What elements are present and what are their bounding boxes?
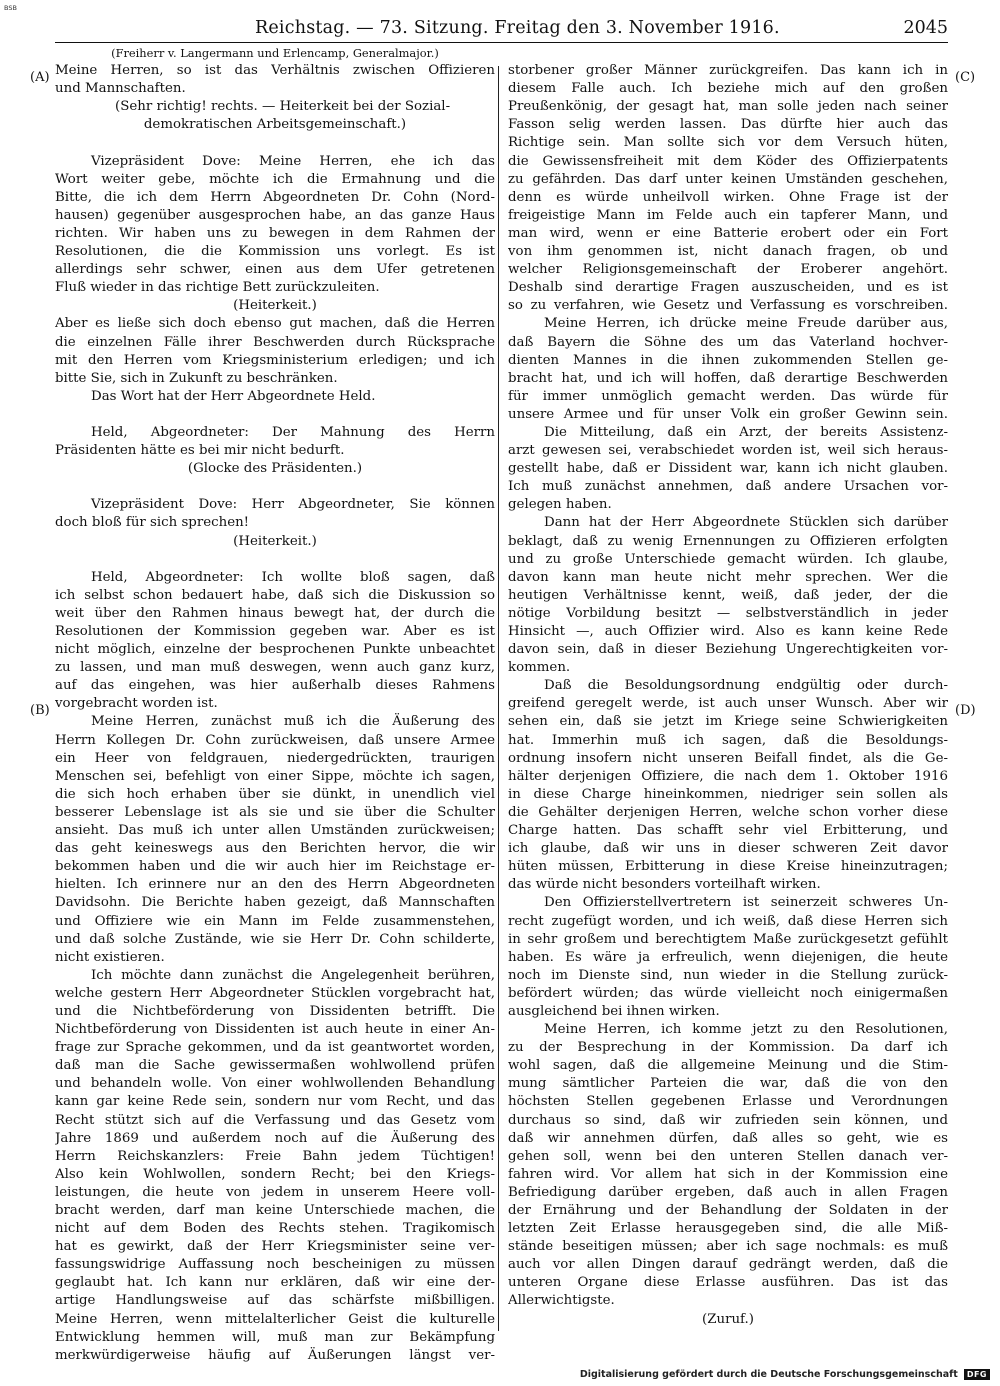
margin-marker-c: (C)	[955, 70, 976, 85]
text-line: Herrn Kollegen Dr. Cohn zurückweisen, daß unsere Armee	[55, 732, 495, 748]
margin-marker-a: (A)	[30, 70, 50, 85]
text-line: so zu verfahren, wie Gesetz und Verfassung es vorschreiben.	[508, 298, 948, 314]
text-line: Held, Abgeordneter: Ich wollte bloß sagen, daß	[91, 569, 495, 585]
text-line	[55, 406, 495, 424]
text-line: vorgebracht worden ist.	[55, 696, 218, 712]
text-line: daß Bayern die Söhne des um das Vaterland hochver-	[508, 334, 948, 350]
text-line: die Gewissensfreiheit mit dem Köder des Offizierpatents	[508, 153, 948, 169]
text-line: und behandeln wolle. Von einer wohlwollenden Behandlung	[55, 1076, 495, 1092]
text-line: letzten Zeit Erlasse herausgegeben sind, die alle Miß-	[508, 1221, 948, 1237]
text-line: richten. Wir haben uns zu bewegen in dem Rahmen der	[55, 225, 495, 241]
library-stamp: BSB	[4, 4, 17, 12]
text-line: Vizepräsident Dove: Meine Herren, ehe ich das	[91, 153, 495, 169]
text-line: ordnung insofern nicht unseren Beifall findet, als die Ge-	[508, 750, 948, 766]
text-line: welcher Religionsgemeinschaft der Eroberer angehört.	[508, 262, 948, 278]
text-line: Fasson selig werden lassen. Das dürfte hier auch das	[508, 117, 948, 133]
margin-marker-b: (B)	[30, 703, 50, 718]
text-line: die einzelnen Fälle ihrer Beschwerden durch Rücksprache	[55, 334, 495, 350]
text-line: Meine Herren, wenn mittelalterlicher Geist die kulturelle	[55, 1311, 495, 1327]
text-line: ich glaube, daß wir uns in dieser schweren Zeit davor	[508, 841, 948, 857]
text-line: Menschen sei, befehligt von einer Sippe, möchte ich sagen,	[55, 768, 495, 784]
text-line: kommen.	[508, 660, 571, 676]
text-line: davon kann man heute nicht mehr sprechen. Wer die	[508, 569, 948, 585]
text-line: befördert würden; das würde vielleicht noch einigermaßen	[508, 985, 948, 1001]
margin-marker-d: (D)	[955, 703, 976, 718]
text-line: Den Offizierstellvertretern ist seinerzeit schweres Un-	[544, 895, 948, 911]
text-line: fassungswidrige Auffassung noch bescheinigen zu müssen	[55, 1257, 495, 1273]
text-line: zu der Besprechung in der Kommission. Da darf ich	[508, 1040, 948, 1056]
text-line: (Freiherr v. Langermann und Erlencamp, Generalmajor.)	[111, 46, 439, 60]
text-line: Meine Herren, zunächst muß ich die Äußerung des	[91, 714, 495, 730]
text-line: Bitte, die ich dem Herrn Abgeordneten Dr. Cohn (Nord-	[55, 189, 495, 205]
text-line: ausgleichend bei ihnen wirken.	[508, 1003, 720, 1019]
text-line: demokratischen Arbeitsgemeinschaft.)	[143, 117, 407, 133]
text-line: durchaus so sind, daß wir zufrieden sein können, und	[508, 1112, 948, 1128]
text-line: nicht existieren.	[55, 949, 165, 965]
text-line: daß wir annehmen dürfen, daß alles so geht, wie es	[508, 1130, 948, 1146]
text-line: das geht keineswegs aus den Berichten hervor, die wir	[55, 841, 495, 857]
text-line: Das Wort hat der Herr Abgeordnete Held.	[91, 388, 376, 404]
text-line: unsere Armee und für unser Volk ein großer Gewinn sein.	[508, 406, 948, 422]
text-line: ich selbst schon bedauert habe, daß sich die Diskussion so	[55, 587, 495, 603]
text-line: Held, Abgeordneter: Der Mahnung des Herrn	[91, 424, 495, 440]
text-line: Richtige sein. Man sollte sich vor dem Versuch hüten,	[508, 135, 948, 151]
text-line: (Glocke des Präsidenten.)	[187, 461, 363, 477]
text-line: arzt gewesen sei, verabschiedet worden ist, weil sich heraus-	[508, 443, 948, 459]
text-line: wohl sagen, daß die allgemeine Meinung und die Stim-	[508, 1058, 948, 1074]
text-line: auf das eingehen, was hier außerhalb dieses Rahmens	[55, 678, 495, 694]
text-line	[55, 134, 495, 152]
text-line: Nichtbeförderung von Dissidenten ist auch heute in einer An-	[55, 1022, 495, 1038]
text-line: Hinsicht —, auch Offizier wird. Also es kann keine Rede	[508, 624, 948, 639]
text-line: höchsten Stellen gegebenen Erlasse und Verordnungen	[508, 1094, 948, 1110]
text-line: artige Handlungsweise auf das schärfste mißbilligen.	[55, 1293, 495, 1309]
text-line: man wird, wenn er eine Batterie erobert oder ein Fort	[508, 225, 948, 241]
text-line: (Sehr richtig! rechts. — Heiterkeit bei der Sozial-	[115, 99, 451, 115]
text-line: greifend geregelt werde, ist auch unser Wunsch. Aber wir	[508, 696, 948, 712]
text-line: mit den Herren vom Kriegsministerium erledigen; und ich	[55, 352, 495, 368]
text-line: von ihm genommen ist, nicht danach fragen, ob und	[508, 244, 948, 260]
text-line: daß man die Sache gewissermaßen wohlwollend prüfen	[55, 1058, 495, 1074]
text-line: kann gar keine Rede sein, sondern nur vom Recht, und das	[55, 1094, 495, 1110]
text-line: gehen soll, wenn bei den unteren Stellen danach ver-	[508, 1148, 948, 1164]
text-line: Ich muß zunächst annehmen, daß andere Ursachen vor-	[508, 479, 948, 495]
text-line: in sehr großem und berechtigtem Maße zurückgesetzt gefühlt	[508, 931, 948, 947]
text-line: Fluß wieder in das richtige Bett zurückzuleiten.	[55, 280, 380, 296]
text-line: Präsidenten hätte es bei mir nicht bedurft.	[55, 443, 345, 459]
text-line: und daß solche Zustände, wie sie Herr Dr. Cohn schilderte,	[55, 931, 495, 947]
text-line	[508, 44, 948, 62]
text-line: Also kein Wohlwollen, sondern Recht; bei den Kriegs-	[55, 1166, 495, 1182]
left-text-column	[55, 44, 495, 1365]
text-line: Dann hat der Herr Abgeordnete Stücklen sich darüber	[544, 515, 948, 531]
text-line: Wort weiter gebe, möchte ich die Ermahnung und die	[55, 171, 495, 187]
text-line: Vizepräsident Dove: Herr Abgeordneter, Sie können	[91, 497, 495, 513]
text-line: recht zugefügt worden, und ich weiß, daß diese Herren sich	[508, 913, 948, 929]
text-line: freigeistige Mann im Felde auch ein tapferer Mann, und	[508, 207, 948, 223]
text-line: noch im Dienste sind, nun wieder in die Stellung zurück-	[508, 967, 948, 983]
text-line: der Ernährung und der Behandlung der Soldaten in der	[508, 1203, 948, 1218]
text-line: dienten Mannes in die ihnen zukommenden Stellen ge-	[508, 352, 948, 368]
page-title: Reichstag. — 73. Sitzung. Freitag den 3. November 1916.	[255, 18, 780, 38]
text-line: ein Heer von feldgrauen, niedergedrückten, traurigen	[55, 750, 495, 766]
column-divider	[498, 66, 499, 1331]
text-line: stände beseitigen müssen; aber ich sage nochmals: es muß	[508, 1239, 948, 1255]
text-line: allerdings sehr schwer, einen aus dem Ufer getretenen	[55, 262, 495, 278]
text-line: zu gefährden. Das darf unter keinen Umständen geschehen,	[508, 171, 948, 187]
text-line: das würde nicht besonders vorteilhaft wirken.	[508, 877, 821, 893]
text-line: und zu große Unterschiede gemacht würden. Ich glaube,	[508, 551, 948, 567]
text-line: (Heiterkeit.)	[233, 298, 317, 314]
text-line: die sich hoch erhaben über sie dünkt, in unendlich viel	[55, 786, 495, 802]
text-line: hüten müssen, Erbitterung in diese Kreise hineinzutragen;	[508, 859, 948, 875]
text-line	[55, 551, 495, 569]
text-line: Recht stützt sich auf die Verfassung und das Gesetz vom	[55, 1112, 495, 1128]
text-line: heutigen Verhältnisse kennt, weiß, daß jeder, der die	[508, 587, 948, 603]
footer-credit: Digitalisierung gefördert durch die Deutsche Forschungsgemeinschaft	[579, 1369, 958, 1380]
text-line: bitte Sie, sich in Zukunft zu beschränken.	[55, 370, 338, 386]
text-line: hielten. Ich erinnere nur an den des Herrn Abgeordneten	[55, 877, 495, 893]
text-line: Herrn Reichskanzlers: Freie Bahn jedem Tüchtigen!	[55, 1148, 495, 1164]
text-line: denn es würde unheilvoll wirken. Ohne Frage ist der	[508, 189, 948, 205]
text-line: Jahre 1869 und außerdem noch auf die Äußerung des	[55, 1130, 495, 1146]
text-line: Preußenkönig, der gesagt hat, man solle jeden nach seiner	[508, 99, 948, 115]
text-line: und Offiziere wie ein Mann im Felde zusammenstehen,	[55, 913, 495, 929]
text-line: nötige Vorbildung besitzt — selbstverständlich in jeder	[508, 605, 948, 621]
text-line: Resolutionen der Kommission gegeben war. Aber es ist	[55, 624, 495, 639]
text-line: (Zuruf.)	[702, 1311, 754, 1327]
text-line	[55, 478, 495, 496]
text-line: in diese Charge hineinkommen, niedriger sein sollen als	[508, 786, 948, 802]
text-line: unteren Organe diese Erlasse ausführen. Das ist das	[508, 1275, 948, 1291]
text-line: und die Nichtbeförderung von Dissidenten betrifft. Die	[55, 1003, 495, 1019]
page-number: 2045	[903, 18, 948, 38]
text-line: für immer unmöglich gemacht werden. Das würde für	[508, 388, 948, 404]
text-line: Davidsohn. Die Berichte haben gezeigt, daß Mannschaften	[55, 895, 495, 911]
page-header	[55, 14, 948, 43]
text-line: (Heiterkeit.)	[233, 533, 317, 549]
text-line: Meine Herren, so ist das Verhältnis zwischen Offizieren	[55, 63, 495, 79]
text-line: hat. Immerhin muß ich sagen, daß die Besoldungs-	[508, 732, 948, 748]
text-line: nicht auf dem Boden des Rechts stehen. Tragikomisch	[55, 1221, 495, 1237]
text-line: Meine Herren, ich komme jetzt zu den Resolutionen,	[544, 1022, 948, 1038]
text-line: hälter derjenigen Offiziere, die nach dem 1. Oktober 1916	[508, 768, 948, 784]
text-line: Die Mitteilung, daß ein Arzt, der bereits Assistenz-	[544, 424, 948, 440]
text-line: hat es gewirkt, daß der Herr Kriegsminister seine ver-	[55, 1239, 495, 1255]
text-line: zu lassen, und man muß deswegen, wenn auch ganz kurz,	[55, 660, 495, 676]
page-footer	[580, 1369, 990, 1380]
right-text-column	[508, 44, 948, 1329]
text-line: bracht hat, und ich will hoffen, daß derartige Beschwerden	[508, 370, 948, 386]
text-line: hausen) gegenüber ausgesprochen habe, an das ganze Haus	[55, 207, 495, 223]
text-line: frage zur Sprache gekommen, und da ist geantwortet worden,	[55, 1040, 495, 1056]
text-line: ansieht. Das muß ich unter allen Umständen zurückweisen;	[55, 823, 495, 839]
text-line: Ich möchte dann zunächst die Angelegenheit berühren,	[91, 967, 495, 983]
text-line: fahren wird. Vor allem hat sich in der Kommission eine	[508, 1166, 948, 1182]
text-line: Deshalb sind derartige Fragen auszuscheiden, und es ist	[508, 280, 948, 296]
text-line: haben. Es wäre ja erfreulich, wenn diejenigen, die heute	[508, 949, 948, 965]
text-line: besserer Lebenslage ist als sie und sie über die Schulter	[55, 804, 495, 820]
text-line: Aber es ließe sich doch ebenso gut machen, daß die Herren	[55, 316, 495, 332]
text-line: gelegen haben.	[508, 497, 612, 513]
text-line: Befriedigung darüber ergeben, daß auch in allen Fragen	[508, 1184, 948, 1200]
text-line: nicht möglich, einzelne der besprochenen Punkte unbeachtet	[55, 642, 495, 658]
text-line: mung sämtlicher Parteien die war, daß die von den	[508, 1076, 948, 1092]
text-line: gestellt habe, daß er Dissident war, kann ich nicht glauben.	[508, 461, 948, 477]
text-line: und Mannschaften.	[55, 81, 186, 97]
dfg-logo: DFG	[964, 1369, 990, 1380]
text-line: leistungen, die heute von jedem in unserem Heere voll-	[55, 1184, 495, 1200]
text-line: Daß die Besoldungsordnung endgültig oder durch-	[544, 678, 948, 694]
text-line: diesem Falle auch. Ich beziehe mich auf den großen	[508, 81, 948, 97]
text-line: doch bloß für sich sprechen!	[55, 515, 250, 531]
text-line: Meine Herren, ich drücke meine Freude darüber aus,	[544, 316, 948, 332]
text-line: welche gestern Herr Abgeordneter Stücklen vorgebracht hat,	[55, 985, 495, 1001]
text-line: Resolutionen, die die Kommission uns vorlegt. Es ist	[55, 244, 495, 260]
text-line: bracht werden, darf man keine Unterschiede machen, die	[55, 1203, 495, 1218]
text-line: beklagt, daß zu wenig Ernennungen zu Offizieren erfolgten	[508, 533, 948, 549]
text-line: Allerwichtigste.	[508, 1293, 615, 1309]
text-line: geglaubt hat. Ich kann nur erklären, daß wir eine der-	[55, 1275, 495, 1291]
text-line: Charge hatten. Das schafft sehr viel Erbitterung, und	[508, 823, 948, 839]
text-line: storbener großer Männer zurückgreifen. Das kann ich in	[508, 63, 948, 79]
text-line: Entwicklung hemmen will, muß man zur Bekämpfung	[55, 1329, 495, 1345]
text-line: die Gehälter derjenigen Herren, welche schon vorher diese	[508, 804, 948, 820]
text-line: auch vor allen Dingen darauf gedrängt werden, daß die	[508, 1257, 948, 1273]
text-line: bekommen haben und die wir auch hier im Reichstage er-	[55, 859, 495, 875]
text-line: weit über den Rahmen hinaus bewegt hat, der durch die	[55, 605, 495, 621]
text-line: davon sein, daß in dieser Beziehung Ungerechtigkeiten vor-	[508, 642, 948, 658]
text-line: merkwürdigerweise häufig auf Äußerungen längst ver-	[55, 1347, 495, 1363]
text-line: sehen ein, daß sie jetzt im Kriege seine Schwierigkeiten	[508, 714, 948, 730]
